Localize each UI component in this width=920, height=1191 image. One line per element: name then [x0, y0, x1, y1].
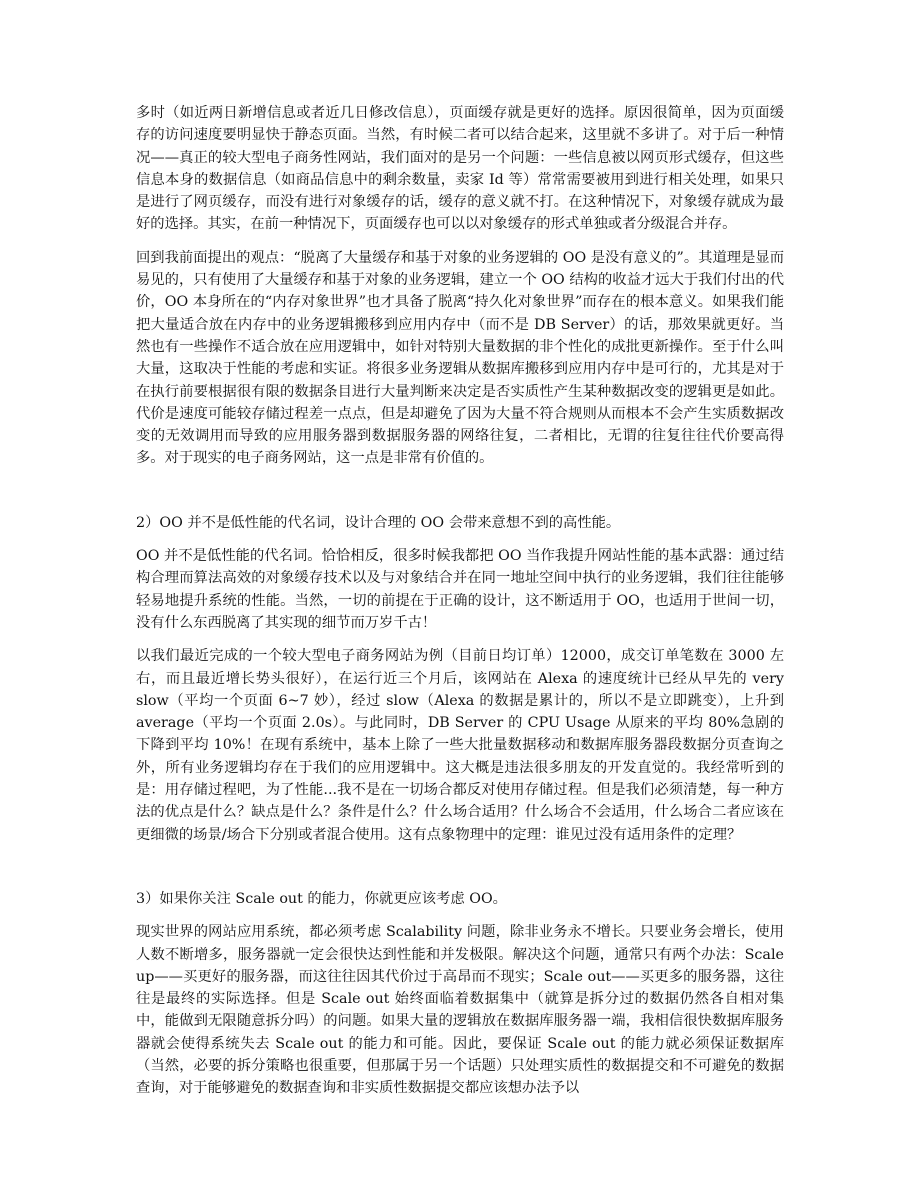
paragraph-oo-performance: OO 并不是低性能的代名词。恰恰相反，很多时候我都把 OO 当作我提升网站性能的基本武器：通过结构合理而算法高效的对象缓存技术以及与对象结合并在同一地址空间中执行的业务逻辑，我们往往能够轻易地提升系统的性能。当然，一切的前提在于正确的设计，这不断适用于 OO，也适用于世间一切，没有什么东西脱离了其实现的细节而万岁千古！ [136, 548, 784, 631]
paragraph-page-cache: 多时（如近两日新增信息或者近几日修改信息），页面缓存就是更好的选择。原因很简单，因为页面缓存的访问速度要明显快于静态页面。当然，有时候二者可以结合起来，这里就不多讲了。对于后一种情况——真正的较大型电子商务性网站，我们面对的是另一个问题：一些信息被以网页形式缓存，但这些信息本身的数据信息（如商品信息中的剩余数量，卖家 Id 等）常常需要被用到进行相关处理，如果只是进行了网页缓存，而没有进行对象缓存的话，缓存的意义就不打。在这种情况下，对象缓存就成为最好的选择。其实，在前一种情况下，页面缓存也可以以对象缓存的形式单独或者分级混合并存。 [136, 105, 784, 233]
section-heading-performance: 2）OO 并不是低性能的代名词，设计合理的 OO 会带来意想不到的高性能。 [136, 514, 621, 531]
section-heading-scale-out: 3）如果你关注 Scale out 的能力，你就更应该考虑 OO。 [136, 890, 507, 907]
paragraph-case-study: 以我们最近完成的一个较大型电子商务网站为例（目前日均订单）12000，成交订单笔数在 3000 左右，而且最近增长势头很好），在运行近三个月后，该网站在 Alexa 的速度统计已经从早先的 very slow（平均一个页面 6~7 妙），经过 slow（Alexa 的数据是累计的，所以不是立即跳变），上升到 average（平均一个页面 2.0s）。与此同时，DB Server 的 CPU Usage 从原来的平均 80%急剧的下降到平均 10%！在现有系统中，基本上除了一些大批量数据移动和数据库服务器段数据分页查询之外，所有业务逻辑均存在于我们的应用逻辑中。这大概是违法很多朋友的开发直觉的。我经常听到的是：用存储过程吧，为了性能...我不是在一切场合都反对使用存储过程。但是我们必须清楚，每一种方法的优点是什么？缺点是什么？条件是什么？什么场合适用？什么场合不会适用，什么场合二者应该在更细微的场景/场合下分别或者混合使用。这有点象物理中的定理：谁见过没有适用条件的定理？ [136, 648, 784, 843]
paragraph-oo-meaning: 回到我前面提出的观点：“脱离了大量缓存和基于对象的业务逻辑的 OO 是没有意义的”。其道理是显而易见的，只有使用了大量缓存和基于对象的业务逻辑，建立一个 OO 结构的收益才远大于我们付出的代价，OO 本身所在的“内存对象世界”也才具备了脱离“持久化对象世界”而存在的根本意义。如果我们能把大量适合放在内存中的业务逻辑搬移到应用内存中（而不是 DB Server）的话，那效果就更好。当然也有一些操作不适合放在应用逻辑中，如针对特别大量数据的非个性化的成批更新操作。至于什么叫大量，这取决于性能的考虑和实证。将很多业务逻辑从数据库搬移到应用内存中是可行的，尤其是对于在执行前要根据很有限的数据条目进行大量判断来决定是否实质性产生某种数据改变的逻辑更是如此。代价是速度可能较存储过程差一点点，但是却避免了因为大量不符合规则从而根本不会产生实质数据改变的无效调用而导致的应用服务器到数据服务器的网络往复，二者相比，无谓的往复往往代价要高得多。对于现实的电子商务网站，这一点是非常有价值的。 [136, 249, 784, 467]
document-page [136, 102, 784, 1111]
paragraph-scalability: 现实世界的网站应用系统，都必须考虑 Scalability 问题，除非业务永不增长。只要业务会增长，使用人数不断增多，服务器就一定会很快达到性能和并发极限。解决这个问题，通常只有两个办法：Scale up——买更好的服务器，而这往往因其代价过于高昂而不现实；Scale out——买更多的服务器，这往往是最终的实际选择。但是 Scale out 始终面临着数据集中（就算是拆分过的数据仍然各自相对集中，能做到无限随意拆分吗）的问题。如果大量的逻辑放在数据库服务器一端，我相信很快数据库服务器就会使得系统失去 Scale out 的能力和可能。因此，要保证 Scale out 的能力就必须保证数据库（当然，必要的拆分策略也很重要，但那属于另一个话题）只处理实质性的数据提交和不可避免的数据查询，对于能够避免的数据查询和非实质性数据提交都应该想办法予以 [136, 924, 784, 1097]
